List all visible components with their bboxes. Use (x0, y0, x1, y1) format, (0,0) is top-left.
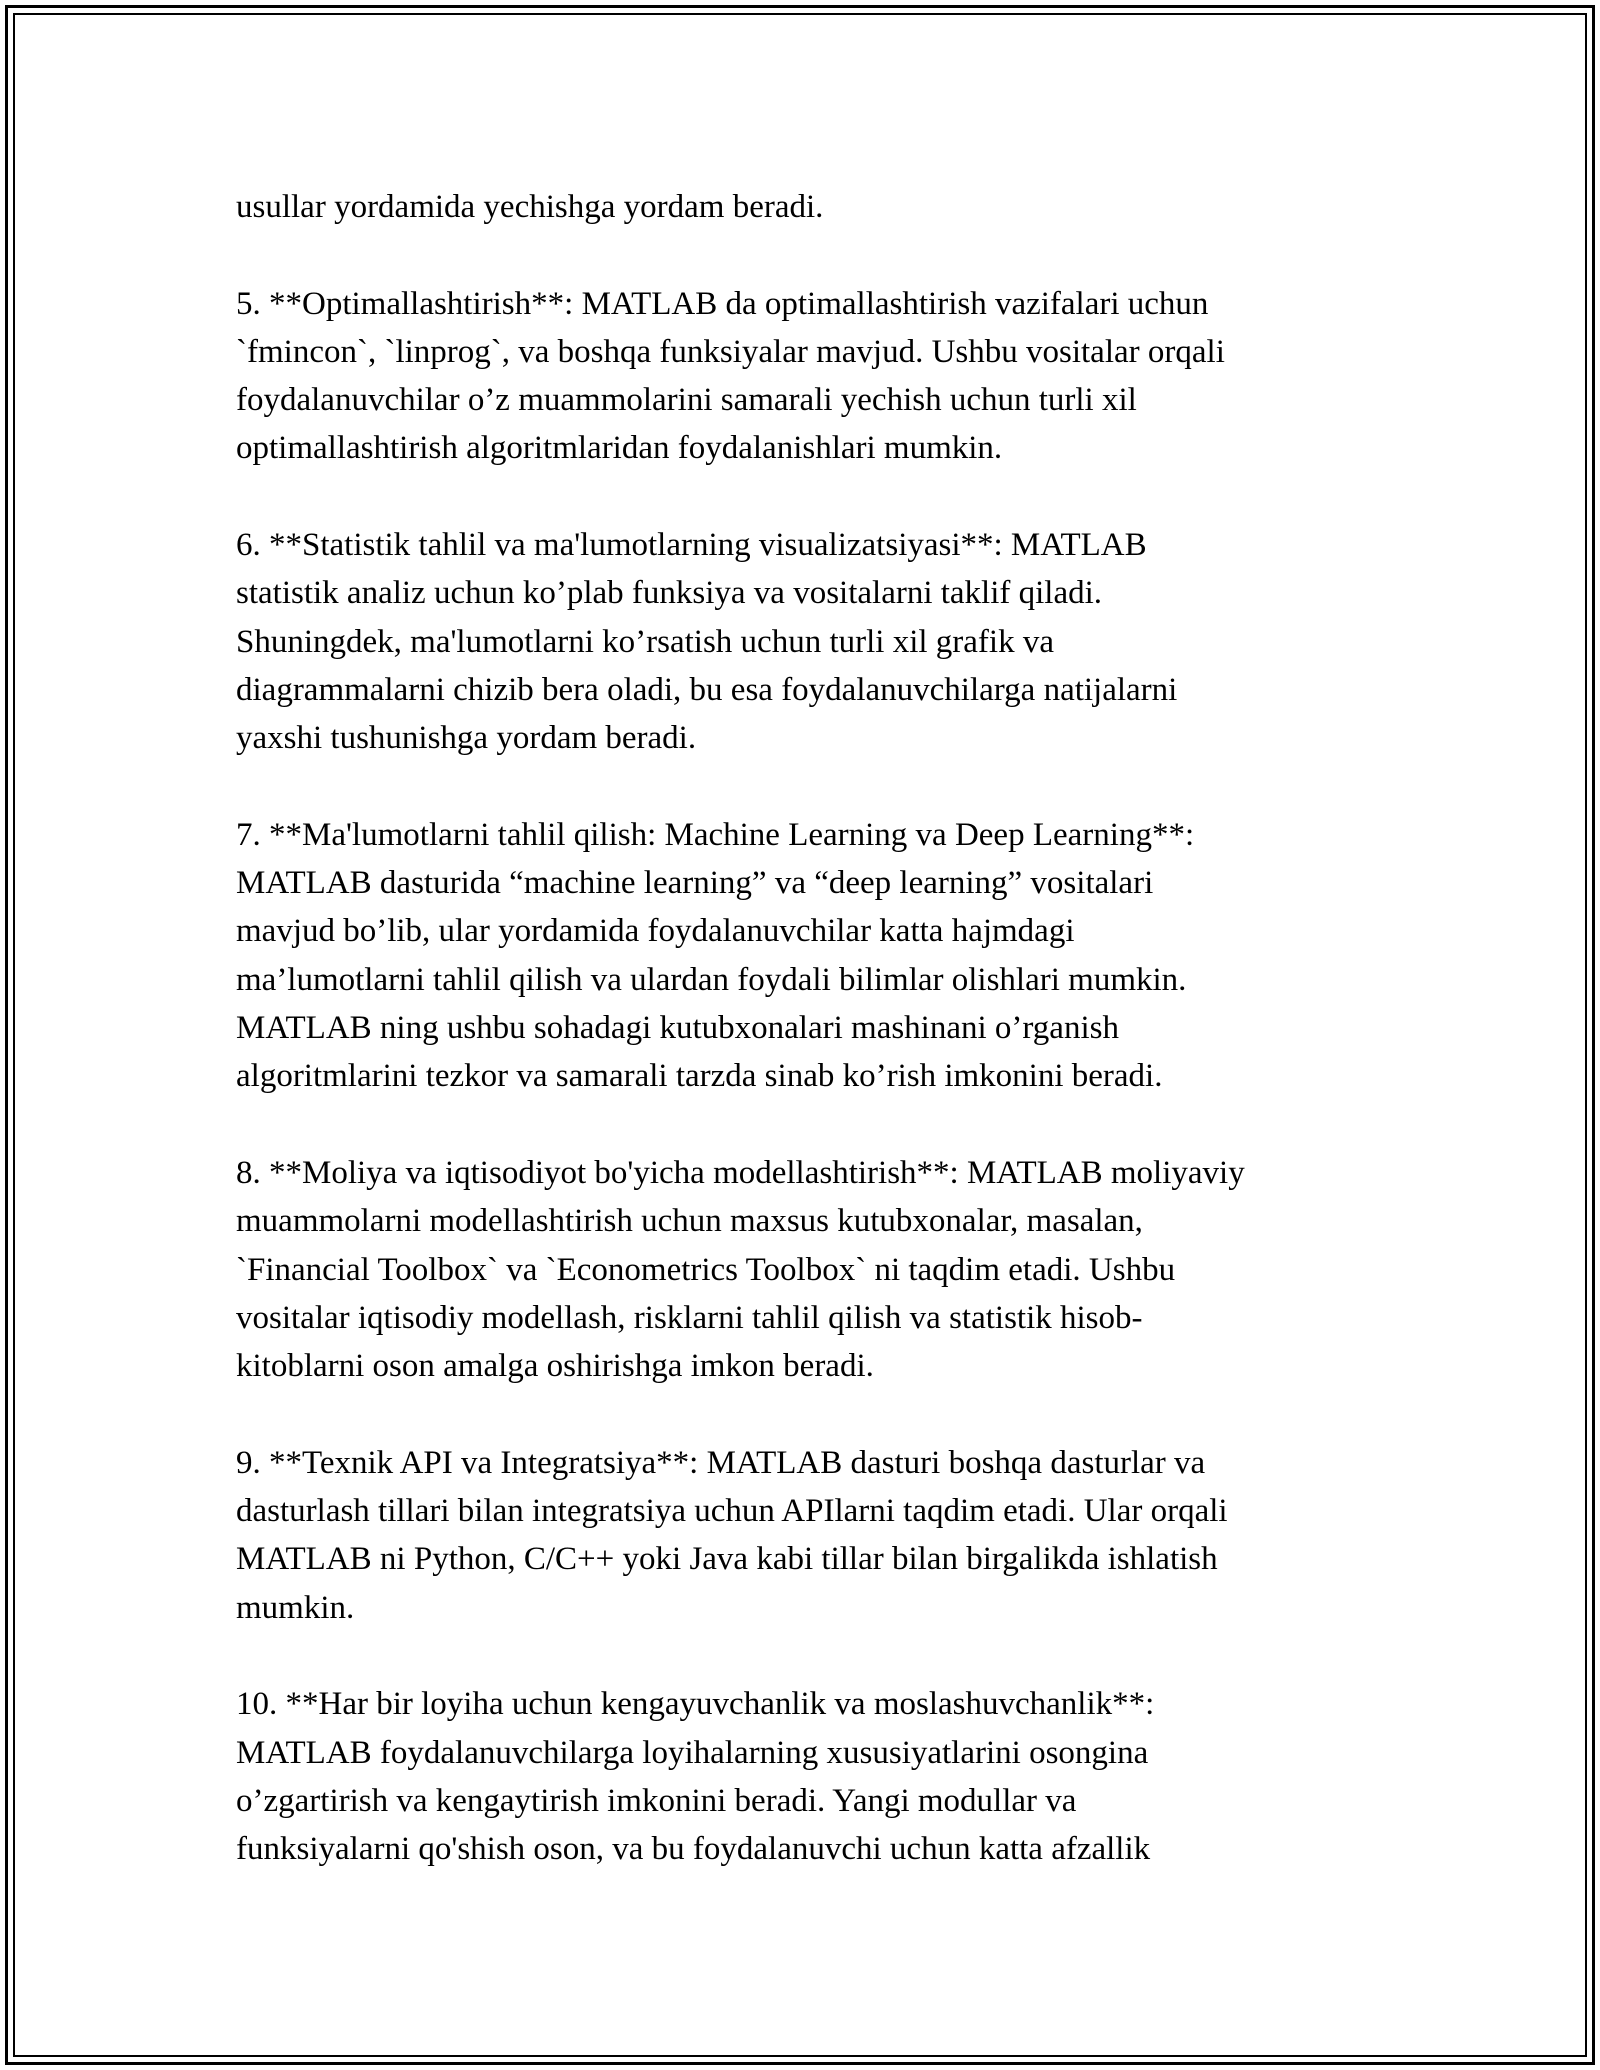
text-line: diagrammalarni chizib bera oladi, bu esa foydalanuvchilarga natijalarni (236, 671, 1178, 708)
text-line: MATLAB dasturida “machine learning” va “deep learning” vositalari (236, 865, 1154, 902)
text-line: 7. **Ma'lumotlarni tahlil qilish: Machine Learning va Deep Learning**: (236, 816, 1195, 853)
paragraph-gap (236, 1632, 1366, 1680)
text-line: ma’lumotlarni tahlil qilish va ulardan foydali bilimlar olishlari mumkin. (236, 961, 1187, 998)
text-line: Shuningdek, ma'lumotlarni ko’rsatish uchun turli xil grafik va (236, 623, 1054, 660)
text-line: funksiyalarni qo'shish oson, va bu foydalanuvchi uchun katta afzallik (236, 1831, 1151, 1868)
text-line: MATLAB ni Python, C/C++ yoki Java kabi tillar bilan birgalikda ishlatish (236, 1541, 1218, 1578)
text-line: kitoblarni oson amalga oshirishga imkon beradi. (236, 1348, 874, 1385)
paragraph-item-6 (236, 521, 1366, 762)
paragraph-gap (236, 1101, 1366, 1149)
text-line: `Financial Toolbox` va `Econometrics Toolbox` ni taqdim etadi. Ushbu (236, 1251, 1176, 1288)
text-line: MATLAB ning ushbu sohadagi kutubxonalari mashinani o’rganish (236, 1010, 1119, 1047)
text-line: statistik analiz uchun ko’plab funksiya va vositalarni taklif qiladi. (236, 575, 1103, 612)
text-line: MATLAB foydalanuvchilarga loyihalarning xususiyatlarini osongina (236, 1734, 1149, 1771)
text-line: foydalanuvchilar o’z muammolarini samarali yechish uchun turli xil (236, 382, 1137, 419)
text-line: mavjud bo’lib, ular yordamida foydalanuvchilar katta hajmdagi (236, 913, 1075, 950)
paragraph-gap (236, 231, 1366, 279)
text-line: yaxshi tushunishga yordam beradi. (236, 720, 697, 757)
text-line: 8. **Moliya va iqtisodiyot bo'yicha modellashtirish**: MATLAB moliyaviy (236, 1154, 1245, 1191)
paragraph-gap (236, 473, 1366, 521)
paragraph-item-7 (236, 811, 1366, 1101)
paragraph-item-5 (236, 280, 1366, 473)
text-line: o’zgartirish va kengaytirish imkonini beradi. Yangi modullar va (236, 1782, 1077, 1819)
text-line: 6. **Statistik tahlil va ma'lumotlarning visualizatsiyasi**: MATLAB (236, 527, 1147, 564)
paragraph-item-8 (236, 1149, 1366, 1390)
text-line: vositalar iqtisodiy modellash, risklarni tahlil qilish va statistik hisob- (236, 1299, 1143, 1336)
text-line: dasturlash tillari bilan integratsiya uchun APIlarni taqdim etadi. Ular orqali (236, 1493, 1228, 1530)
text-line: muammolarni modellashtirish uchun maxsus kutubxonalar, masalan, (236, 1203, 1143, 1240)
paragraph-gap (236, 1390, 1366, 1438)
text-line: 10. **Har bir loyiha uchun kengayuvchanlik va moslashuvchanlik**: (236, 1686, 1155, 1723)
paragraph-gap (236, 763, 1366, 811)
page-body (236, 183, 1366, 1873)
text-line: usullar yordamida yechishga yordam beradi. (236, 189, 824, 225)
text-line: algoritmlarini tezkor va samarali tarzda sinab ko’rish imkonini beradi. (236, 1058, 1163, 1095)
text-line: 5. **Optimallashtirish**: MATLAB da optimallashtirish vazifalari uchun (236, 285, 1209, 322)
paragraph-item-9 (236, 1439, 1366, 1632)
paragraph-intro-tail (236, 183, 1366, 231)
text-line: optimallashtirish algoritmlaridan foydalanishlari mumkin. (236, 430, 1003, 467)
text-line: mumkin. (236, 1589, 355, 1626)
paragraph-item-10 (236, 1680, 1366, 1873)
text-line: 9. **Texnik API va Integratsiya**: MATLAB dasturi boshqa dasturlar va (236, 1444, 1206, 1481)
text-line: `fmincon`, `linprog`, va boshqa funksiyalar mavjud. Ushbu vositalar orqali (236, 333, 1225, 370)
